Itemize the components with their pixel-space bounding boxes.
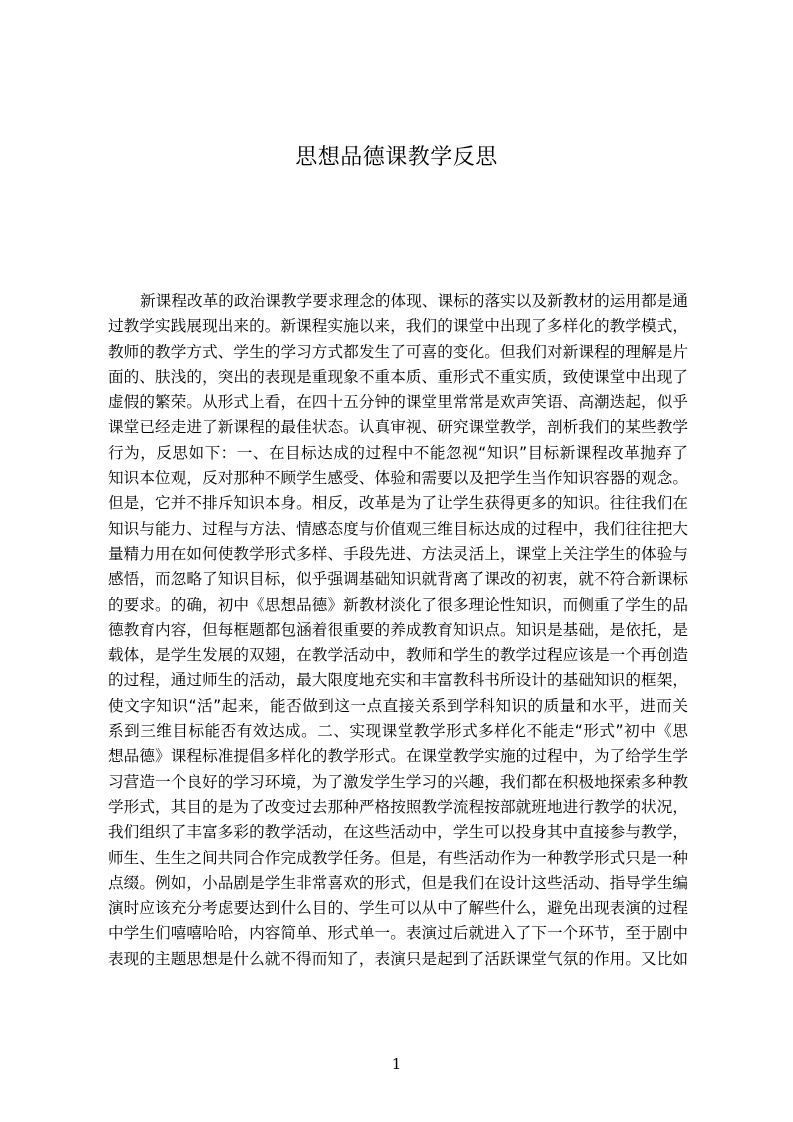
text-line: 德教育内容，但每框题都包涵着很重要的养成教育知识点。知识是基础，是依托，是 xyxy=(108,620,688,639)
text-line: 的过程，通过师生的活动，最大限度地充实和丰富教科书所设计的基础知识的框架， xyxy=(108,671,688,690)
text-line: 感悟，而忽略了知识目标，似乎强调基础知识就背离了课改的初衷，就不符合新课标 xyxy=(108,570,688,589)
text-line: 演时应该充分考虑要达到什么目的、学生可以从中了解些什么，避免出现表演的过程 xyxy=(108,899,688,918)
text-line: 想品德》课程标准提倡多样化的教学形式。在课堂教学实施的过程中，为了给学生学 xyxy=(108,747,688,766)
text-line: 我们组织了丰富多彩的教学活动，在这些活动中，学生可以投身其中直接参与教学， xyxy=(108,823,688,842)
text-line: 行为，反思如下：一、在目标达成的过程中不能忽视“知识”目标新课程改革抛弃了 xyxy=(108,443,688,462)
text-line: 过教学实践展现出来的。新课程实施以来，我们的课堂中出现了多样化的教学模式， xyxy=(108,317,688,336)
text-line: 系到三维目标能否有效达成。二、实现课堂教学形式多样化不能走“形式”初中《思 xyxy=(108,722,688,741)
document-title: 思想品德课教学反思 xyxy=(295,145,498,170)
text-line: 新课程改革的政治课教学要求理念的体现、课标的落实以及新教材的运用都是通 xyxy=(140,292,688,310)
text-line: 师生、生生之间共同合作完成教学任务。但是，有些活动作为一种教学形式只是一种 xyxy=(108,848,688,867)
text-line: 使文字知识“活”起来，能否做到这一点直接关系到学科知识的质量和水平，进而关 xyxy=(108,696,688,715)
page-number: 1 xyxy=(391,1055,402,1073)
text-line: 的要求。的确，初中《思想品德》新教材淡化了很多理论性知识，而侧重了学生的品 xyxy=(108,595,688,614)
text-line: 面的、肤浅的，突出的表现是重现象不重本质、重形式不重实质，致使课堂中出现了 xyxy=(108,367,688,386)
text-line: 中学生们嘻嘻哈哈，内容简单、形式单一。表演过后就进入了下一个环节，至于剧中 xyxy=(108,924,688,943)
body-paragraph xyxy=(108,289,688,972)
text-line: 课堂已经走进了新课程的最佳状态。认真审视、研究课堂教学，剖析我们的某些教学 xyxy=(108,418,688,437)
text-line: 教师的教学方式、学生的学习方式都发生了可喜的变化。但我们对新课程的理解是片 xyxy=(108,342,688,361)
text-line: 学形式，其目的是为了改变过去那种严格按照教学流程按部就班地进行教学的状况， xyxy=(108,797,688,816)
text-line: 载体，是学生发展的双翅，在教学活动中，教师和学生的教学过程应该是一个再创造 xyxy=(108,646,688,665)
text-line: 量精力用在如何使教学形式多样、手段先进、方法灵活上，课堂上关注学生的体验与 xyxy=(108,544,688,563)
text-line: 点缀。例如，小品剧是学生非常喜欢的形式，但是我们在设计这些活动、指导学生编 xyxy=(108,873,688,892)
text-line: 但是，它并不排斥知识本身。相反，改革是为了让学生获得更多的知识。往往我们在 xyxy=(108,494,688,513)
text-line: 表现的主题思想是什么就不得而知了，表演只是起到了活跃课堂气氛的作用。又比如 xyxy=(108,949,688,968)
text-line: 知识本位观，反对那种不顾学生感受、体验和需要以及把学生当作知识容器的观念。 xyxy=(108,469,688,488)
text-line: 知识与能力、过程与方法、情感态度与价值观三维目标达成的过程中，我们往往把大 xyxy=(108,519,688,538)
text-line: 虚假的繁荣。从形式上看，在四十五分钟的课堂里常常是欢声笑语、高潮迭起，似乎 xyxy=(108,393,688,412)
text-line: 习营造一个良好的学习环境，为了激发学生学习的兴趣，我们都在积极地探索多种教 xyxy=(108,772,688,791)
